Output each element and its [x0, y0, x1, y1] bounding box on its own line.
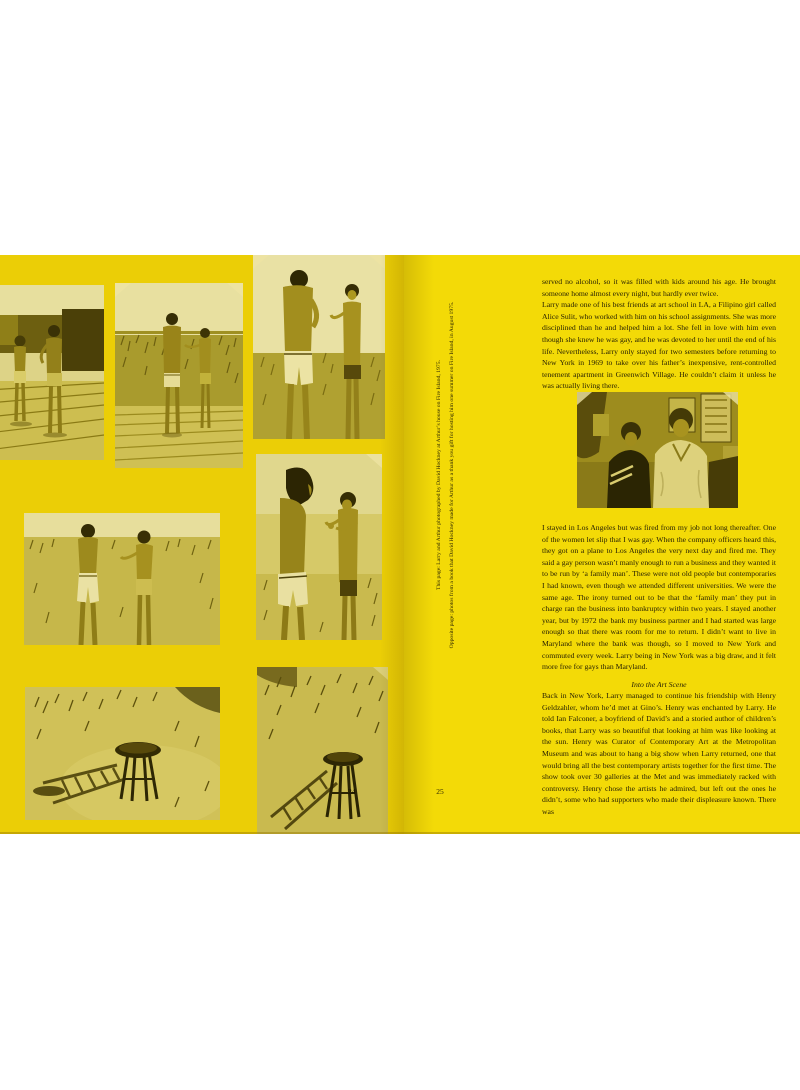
caption-this-page: This page: Larry and Arthur photographed by David Hockney at Arthur’s house on Fire Island, 1975.	[436, 359, 442, 591]
page-number-left: 24	[348, 787, 356, 796]
photo-stool-long-shadow	[25, 687, 220, 820]
text-block-bottom	[542, 690, 776, 818]
photo-beach-pair-boxers-image	[24, 513, 220, 645]
paragraph-art-school: Larry made one of his best friends at art school in LA, a Filipino girl called Alice Sulit, who worked with him on his school assignments. She was more disciplined than he and helped him a lot. She fell in love with him even though she knew he was gay, and he was devoted to her until the end of his life. Nevertheless, Larry only stayed for two semesters before returning to New York in 1969 to take over his father’s inexpensive, rent-controlled tenement apartment in Greenwich Village. He couldn’t claim it unless he was actually living there.	[542, 300, 776, 391]
photo-larry-arthur-indoors	[577, 392, 738, 508]
text-block-top	[542, 276, 776, 392]
photo-boardwalk-pair-image	[115, 283, 243, 468]
caption-opposite-page: Opposite page: photos from a book that David Hockney made for Arthur as a thank you gift for hosting him one summer on Fire Island, in August 1975.	[449, 301, 455, 649]
photo-beach-pair-gesture	[256, 454, 382, 640]
paragraph-continued: served no alcohol, so it was filled with kids around his age. He brought someone home almost every night, but hardly ever twice.	[542, 277, 776, 298]
photo-larry-arthur-indoors-image	[577, 392, 738, 508]
paragraph-art-scene: Back in New York, Larry managed to continue his friendship with Henry Geldzahler, whom he’d met at Gino’s. Henry was enchanted by Larry. He told Ian Falconer, a boyfriend of David’s and a storied author of children’s books, that Larry was so beautiful that looking at him was like looking at the sun. Henry was Curator of Contemporary Art at the Metropolitan Museum and was about to hang a big show when Larry returned, one that would bring all the best contemporary artists together for the first time. The show took over 30 galleries at the Met and was immediately racked with controversy. Henry chose the artists he admired, but left out the ones he didn’t, some who had supporters who made their displeasure known. There was	[542, 691, 776, 816]
right-page	[404, 255, 800, 834]
photo-caption	[433, 275, 459, 675]
section-heading: Into the Art Scene	[631, 680, 687, 689]
photo-beach-pair-gesture-image	[256, 454, 382, 640]
book-bottom-edge	[0, 832, 800, 834]
photo-adjusting-shorts-image	[253, 255, 385, 439]
open-book	[0, 255, 800, 834]
photo-stool-long-shadow-image	[25, 687, 220, 820]
photo-deck-conversation-image	[0, 285, 104, 460]
photo-adjusting-shorts	[253, 255, 385, 439]
left-page	[0, 255, 404, 834]
photo-beach-pair-boxers	[24, 513, 220, 645]
text-block-middle	[542, 522, 776, 673]
photo-boardwalk-pair	[115, 283, 243, 468]
photo-stool-in-dunes	[257, 667, 388, 834]
photo-deck-conversation	[0, 285, 104, 460]
paragraph-fired-la: I stayed in Los Angeles but was fired from my job not long thereafter. One of the women let slip that I was gay. When the company officers heard this, they got on a plane to Los Angeles the very next day and fired me. They said a gay person wasn’t manly enough to run a business and they wanted it to be run by ‘a family man’. These were not old people but contemporaries I had known, even though we attended different universities. We were the same age. The irony turned out to be that the ‘family man’ they put in charge ran the business into bankruptcy within two years. I stayed another year, but by 1972 the bank my business partner and I had started was large enough so that there was room for me to return. I didn’t want to live in Maryland where the bank was though, so I moved to New York and commuted every week. Larry being in New York was a big draw, and it felt more free for gays than Maryland.	[542, 523, 776, 672]
page-number-right: 25	[436, 787, 444, 796]
photo-stool-in-dunes-image	[257, 667, 388, 834]
